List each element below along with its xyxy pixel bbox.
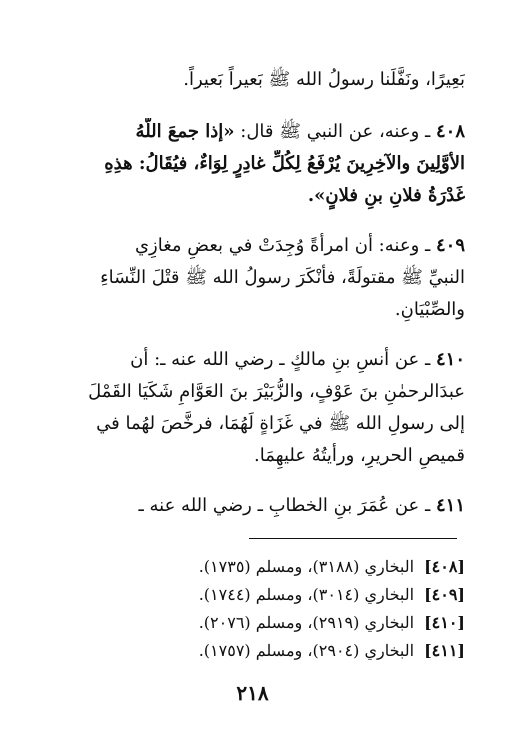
- hadith-408-line-1: [38, 118, 465, 146]
- hadith-text: ـ عن أنسِ بنِ مالكٍ ـ رضي الله عنه ـ: أن: [130, 349, 436, 370]
- footnote-text: البخاري (٣١٨٨)، ومسلم (١٧٣٥).: [198, 557, 415, 576]
- footnote-410: [45, 612, 465, 634]
- hadith-411-line-1: [38, 492, 465, 520]
- hadith-410-line-2: عبدَالرحمٰنِ بنَ عَوْفٍ، والزُّبَيْرَ بنَ العَوَّامِ شَكَيَا القَمْلَ: [88, 381, 465, 402]
- hadith-410-line-1: [38, 346, 465, 374]
- hadith-text: ـ وعنه، عن النبي ﷺ قال:: [234, 121, 436, 142]
- hadith-number: ٤١١: [435, 495, 465, 516]
- hadith-408-line-2: الأوَّلِينَ والآخِرِينَ يُرْفَعُ لِكُلِّ غادِرٍ لِوَاءٌ، فيُقَالُ: هذِهِ: [104, 153, 465, 174]
- hadith-409-line-2: النبيِّ ﷺ مقتولَةً، فأنْكَرَ رسولُ الله ﷺ قتْلَ النِّسَاءِ: [100, 267, 465, 288]
- footnote-text: البخاري (٢٩١٩)، ومسلم (٢٠٧٦).: [198, 613, 415, 632]
- footnote-text: البخاري (٣٠١٤)، ومسلم (١٧٤٤).: [198, 585, 415, 604]
- hadith-number: ٤١٠: [435, 349, 465, 370]
- continued-line: بَعِيرًا، ونَفَّلَنا رسولُ الله ﷺ بَعيراً بَعيراً.: [183, 69, 465, 90]
- page-number: ٢١٨: [236, 681, 269, 705]
- hadith-quote: «إذا جمعَ اللّهُ: [135, 121, 235, 142]
- hadith-410-line-4: قميصِ الحريرِ، ورأيتُهُ عليهِمَا.: [254, 445, 465, 466]
- hadith-410-line-3: إلى رسولِ الله ﷺ في غَزَاةٍ لَهُمَا، فرخَّصَ لهُما في: [96, 413, 465, 434]
- footnote-411: [45, 640, 465, 662]
- footnote-number: [٤٠٨]: [424, 557, 465, 576]
- footnote-number: [٤١٠]: [424, 613, 465, 632]
- footnote-408: [45, 556, 465, 578]
- footnote-text: البخاري (٢٩٠٤)، ومسلم (١٧٥٧).: [198, 641, 415, 660]
- footnote-number: [٤١١]: [424, 641, 465, 660]
- footnote-divider: [249, 538, 457, 539]
- hadith-409-line-3: والصِّبْيَانِ.: [394, 299, 465, 320]
- hadith-408-line-3: غَدْرَةُ فلانِ بنِ فلانٍ».: [307, 185, 465, 206]
- footnote-number: [٤٠٩]: [424, 585, 465, 604]
- hadith-text: ـ وعنه: أن امرأةً وُجِدَتْ في بعضِ مغازِي: [134, 235, 436, 256]
- hadith-number: ٤٠٩: [435, 235, 465, 256]
- hadith-text: ـ عن عُمَرَ بنِ الخطابِ ـ رضي الله عنه ـ: [138, 495, 436, 516]
- hadith-number: ٤٠٨: [435, 121, 465, 142]
- hadith-409-line-1: [38, 232, 465, 260]
- footnote-409: [45, 584, 465, 606]
